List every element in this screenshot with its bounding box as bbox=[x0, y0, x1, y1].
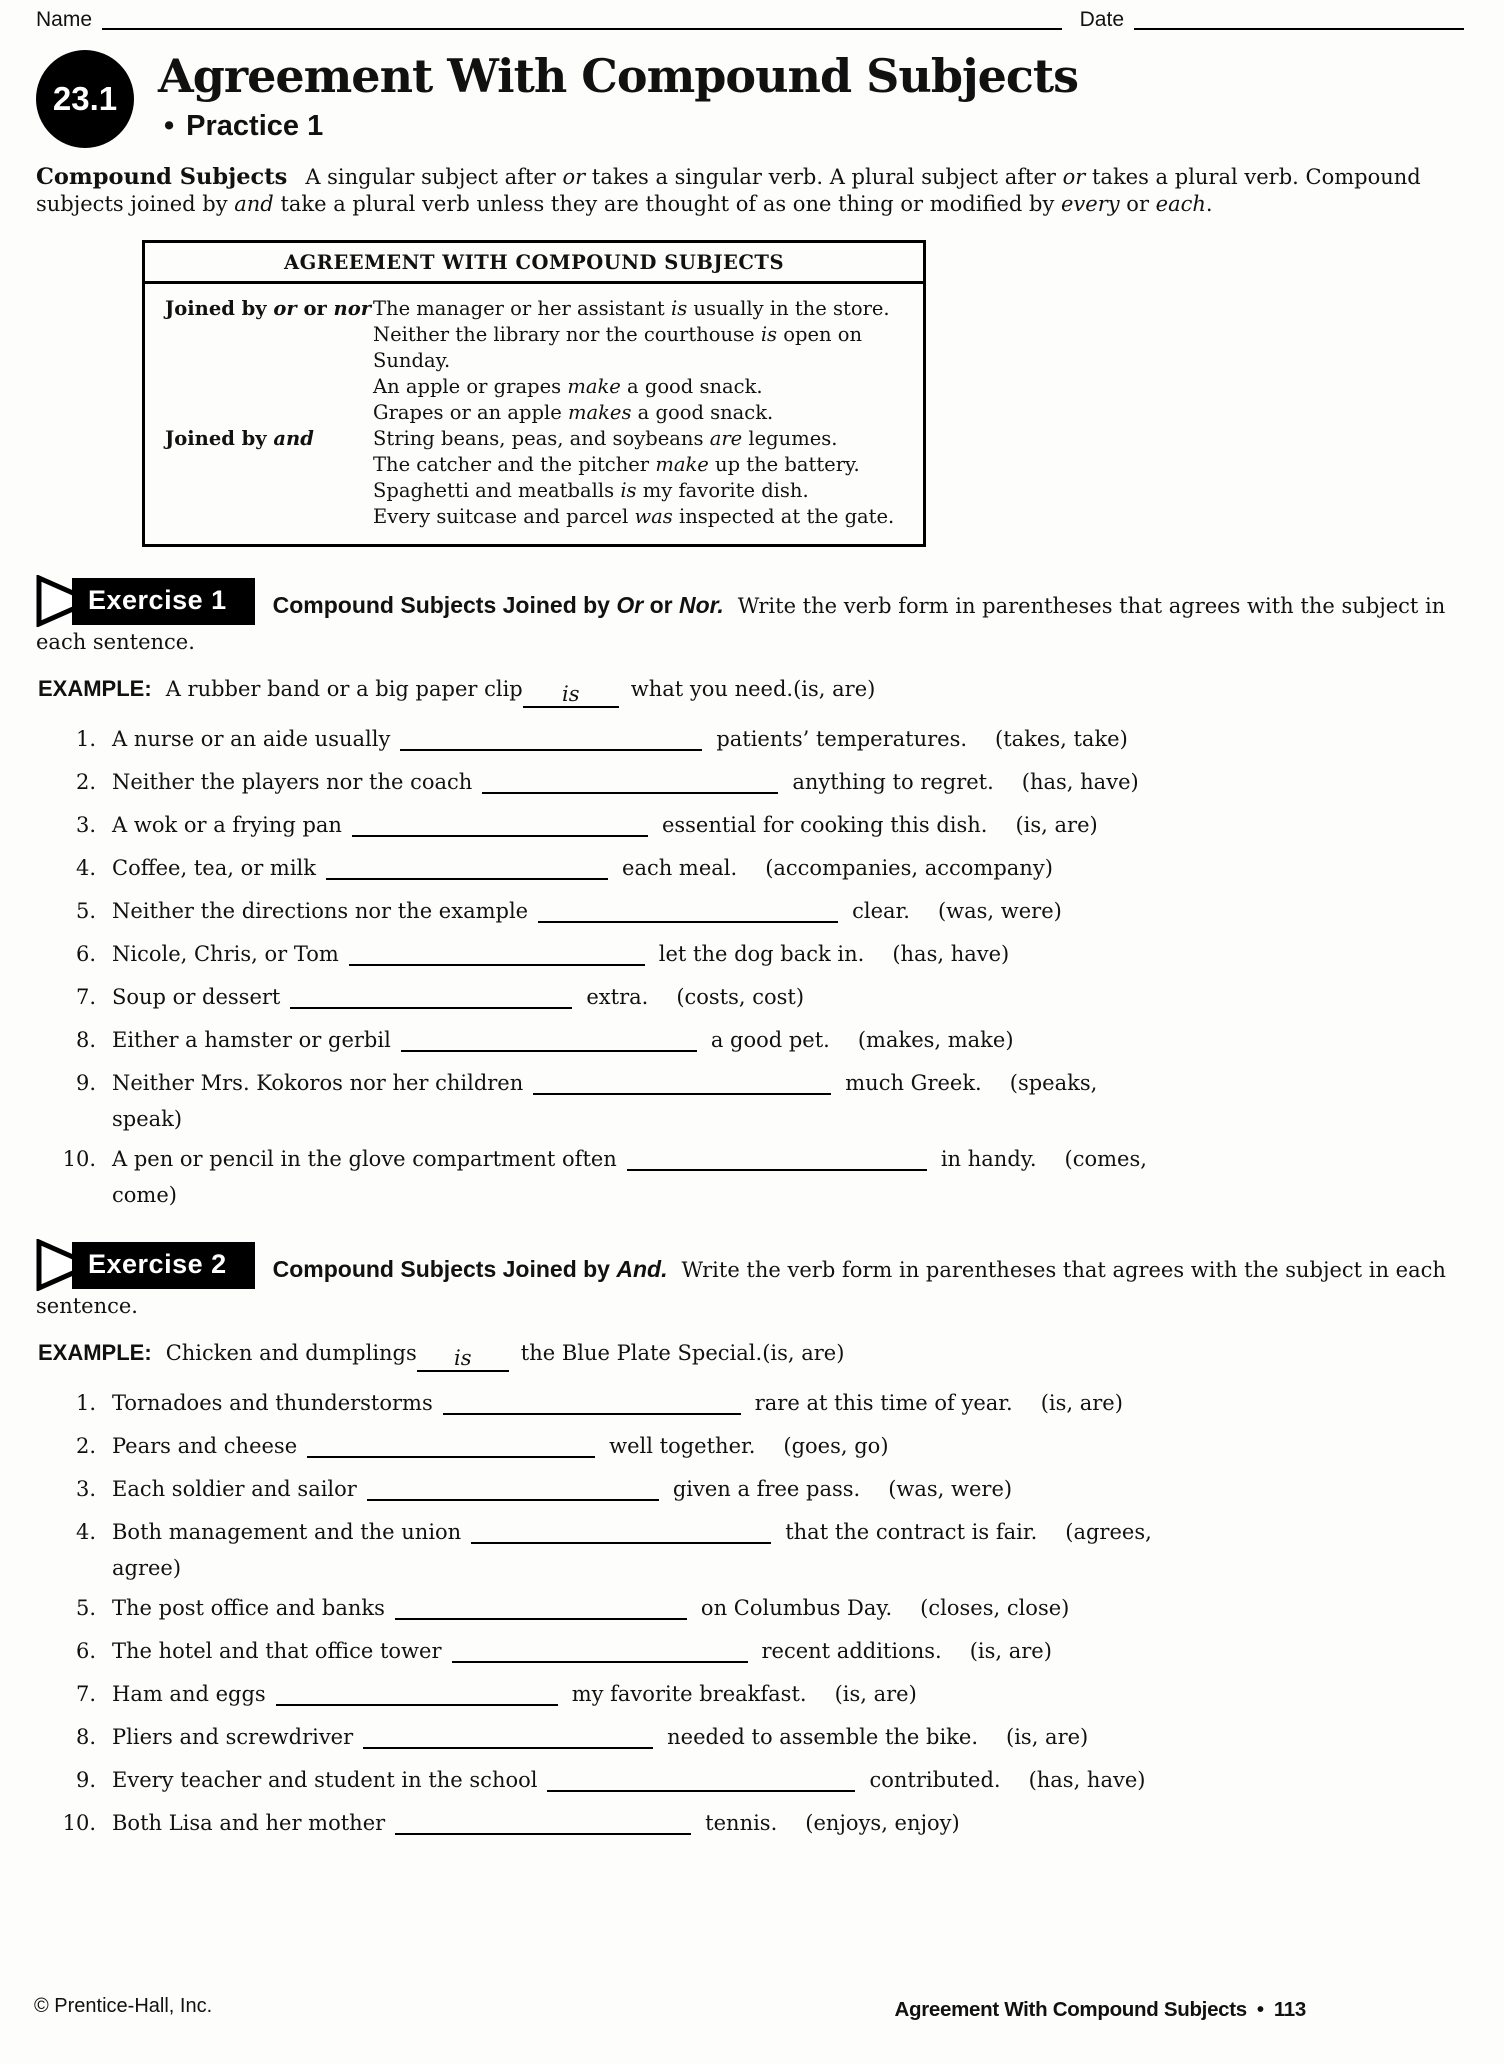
footer-bullet-icon: • bbox=[1256, 1998, 1264, 2021]
answer-blank bbox=[533, 1071, 831, 1095]
exercise2-item-9: 9. Every teacher and student in the school contributed. (has, have) bbox=[75, 1768, 1146, 1792]
page-title: Agreement With Compound Subjects bbox=[158, 49, 1079, 103]
rule-box bbox=[142, 240, 926, 547]
example-answer-blank: is bbox=[417, 1346, 509, 1372]
exercise1-heading bbox=[36, 575, 1464, 658]
exercise1-item-6: 6. Nicole, Chris, or Tom let the dog back in. (has, have) bbox=[75, 942, 1010, 966]
exercise2-instructions: Write the verb form in parentheses that agrees with the subject in each sentence. bbox=[36, 1258, 1446, 1318]
practice-label: • Practice 1 bbox=[164, 110, 324, 142]
rule-box-body bbox=[145, 284, 923, 544]
answer-blank bbox=[290, 985, 572, 1009]
answer-blank bbox=[349, 942, 645, 966]
exercise1-banner-label: Exercise 1 bbox=[72, 578, 255, 625]
answer-blank bbox=[326, 856, 608, 880]
example-answer-blank: is bbox=[523, 682, 619, 708]
answer-blank bbox=[363, 1725, 653, 1749]
exercise1-instructions: Write the verb form in parentheses that agrees with the subject in each sentence. bbox=[36, 594, 1446, 654]
exercise1-item-4: 4. Coffee, tea, or milk each meal. (accompanies, accompany) bbox=[75, 856, 1053, 880]
exercise1-item-7: 7. Soup or dessert extra. (costs, cost) bbox=[75, 985, 805, 1009]
exercise1-item-2: 2. Neither the players nor the coach anything to regret. (has, have) bbox=[75, 770, 1139, 794]
answer-blank bbox=[400, 727, 702, 751]
intro-lead: Compound Subjects bbox=[36, 164, 288, 190]
exercise2-item-1: 1. Tornadoes and thunderstorms rare at this time of year. (is, are) bbox=[75, 1391, 1123, 1415]
page-number: 113 bbox=[1273, 1998, 1306, 2021]
exercise2-item-6: 6. The hotel and that office tower recent additions. (is, are) bbox=[75, 1639, 1052, 1663]
date-blank-line bbox=[1134, 12, 1464, 30]
exercise1-item-9: 9. Neither Mrs. Kokoros nor her children much Greek. (speaks, bbox=[75, 1071, 1098, 1095]
rule-label-and: Joined by and bbox=[165, 427, 314, 450]
exercise2-example: EXAMPLE: Chicken and dumplings is the Blue Plate Special.(is, are) bbox=[38, 1340, 845, 1370]
exercise1-banner bbox=[36, 575, 255, 627]
exercise2-banner-label: Exercise 2 bbox=[72, 1242, 255, 1289]
exercise1-item-10-wrap: come) bbox=[112, 1183, 177, 1207]
answer-blank bbox=[395, 1811, 691, 1835]
answer-blank bbox=[401, 1028, 697, 1052]
rule-examples-or-nor bbox=[373, 296, 915, 426]
exercise2-item-5: 5. The post office and banks on Columbus Day. (closes, close) bbox=[75, 1596, 1070, 1620]
exercise1-item-5: 5. Neither the directions nor the example clear. (was, were) bbox=[75, 899, 1062, 923]
answer-blank bbox=[627, 1147, 927, 1171]
exercise1-item-1: 1. A nurse or an aide usually patients’ temperatures. (takes, take) bbox=[75, 727, 1128, 751]
section-number-badge: 23.1 bbox=[36, 50, 134, 148]
exercise1-item-3: 3. A wok or a frying pan essential for cooking this dish. (is, are) bbox=[75, 813, 1098, 837]
intro-paragraph: Compound Subjects A singular subject after or takes a singular verb. A plural subject after or takes a plural verb. Compound subjects joined by and take a plural verb unless they are thought of as one thing or modified by every or each. bbox=[36, 164, 1421, 216]
exercise2-banner bbox=[36, 1239, 255, 1291]
answer-blank bbox=[443, 1391, 741, 1415]
exercise2-item-4-wrap: agree) bbox=[112, 1556, 182, 1580]
rule-example: Spaghetti and meatballs is my favorite dish. bbox=[373, 479, 809, 502]
copyright-notice: © Prentice-Hall, Inc. bbox=[34, 1995, 213, 2017]
answer-blank bbox=[452, 1639, 748, 1663]
exercise2-item-7: 7. Ham and eggs my favorite breakfast. (is, are) bbox=[75, 1682, 917, 1706]
date-label: Date bbox=[1079, 8, 1124, 31]
answer-blank bbox=[276, 1682, 558, 1706]
title-block bbox=[158, 50, 1078, 148]
example-label: EXAMPLE: bbox=[38, 1340, 152, 1365]
example-label: EXAMPLE: bbox=[38, 676, 152, 701]
example-choices: (is, are) bbox=[793, 677, 876, 701]
title-row bbox=[36, 50, 1464, 148]
rule-example: Neither the library nor the courthouse is open on Sunday. bbox=[373, 323, 863, 372]
answer-blank bbox=[352, 813, 648, 837]
rule-example: Grapes or an apple makes a good snack. bbox=[373, 401, 774, 424]
exercise2-heading bbox=[36, 1239, 1464, 1322]
rule-example: Every suitcase and parcel was inspected at the gate. bbox=[373, 505, 895, 528]
answer-blank bbox=[395, 1596, 687, 1620]
exercise1-example: EXAMPLE: A rubber band or a big paper clip is what you need.(is, are) bbox=[38, 676, 876, 706]
answer-blank bbox=[367, 1477, 659, 1501]
rule-row-and bbox=[165, 426, 915, 530]
rule-example: An apple or grapes make a good snack. bbox=[373, 375, 763, 398]
exercise2-title: Compound Subjects Joined by And. bbox=[272, 1256, 668, 1282]
exercise2-item-10: 10. Both Lisa and her mother tennis. (enjoys, enjoy) bbox=[62, 1811, 960, 1835]
exercise1-items bbox=[50, 724, 1464, 1207]
answer-blank bbox=[307, 1434, 595, 1458]
exercise1-item-8: 8. Either a hamster or gerbil a good pet. (makes, make) bbox=[75, 1028, 1014, 1052]
exercise1-title: Compound Subjects Joined by Or or Nor. bbox=[272, 592, 724, 618]
bullet-icon: • bbox=[164, 110, 175, 142]
answer-blank bbox=[482, 770, 778, 794]
rule-examples-and bbox=[373, 426, 894, 530]
name-date-row bbox=[36, 8, 1464, 34]
exercise1-item-9-wrap: speak) bbox=[112, 1107, 183, 1131]
exercise2-item-4: 4. Both management and the union that the contract is fair. (agrees, bbox=[75, 1520, 1152, 1544]
example-choices: (is, are) bbox=[762, 1341, 845, 1365]
exercise2-item-3: 3. Each soldier and sailor given a free pass. (was, were) bbox=[75, 1477, 1013, 1501]
footer-page-info: Agreement With Compound Subjects • 113 bbox=[894, 1998, 1306, 2021]
rule-example: The catcher and the pitcher make up the battery. bbox=[373, 453, 860, 476]
exercise2-item-8: 8. Pliers and screwdriver needed to assemble the bike. (is, are) bbox=[75, 1725, 1089, 1749]
exercise2-items bbox=[50, 1388, 1464, 1838]
name-label: Name bbox=[36, 8, 93, 31]
rule-label-or-nor: Joined by or or nor bbox=[165, 297, 372, 320]
exercise1-item-10: 10. A pen or pencil in the glove compartment often in handy. (comes, bbox=[62, 1147, 1147, 1171]
rule-example: The manager or her assistant is usually in the store. bbox=[373, 297, 890, 320]
rule-box-title: AGREEMENT WITH COMPOUND SUBJECTS bbox=[145, 243, 923, 284]
name-blank-line bbox=[102, 12, 1062, 30]
answer-blank bbox=[547, 1768, 855, 1792]
answer-blank bbox=[538, 899, 838, 923]
exercise2-item-2: 2. Pears and cheese well together. (goes, go) bbox=[75, 1434, 889, 1458]
answer-blank bbox=[471, 1520, 771, 1544]
rule-row-or-nor bbox=[165, 296, 915, 426]
rule-example: String beans, peas, and soybeans are legumes. bbox=[373, 427, 838, 450]
